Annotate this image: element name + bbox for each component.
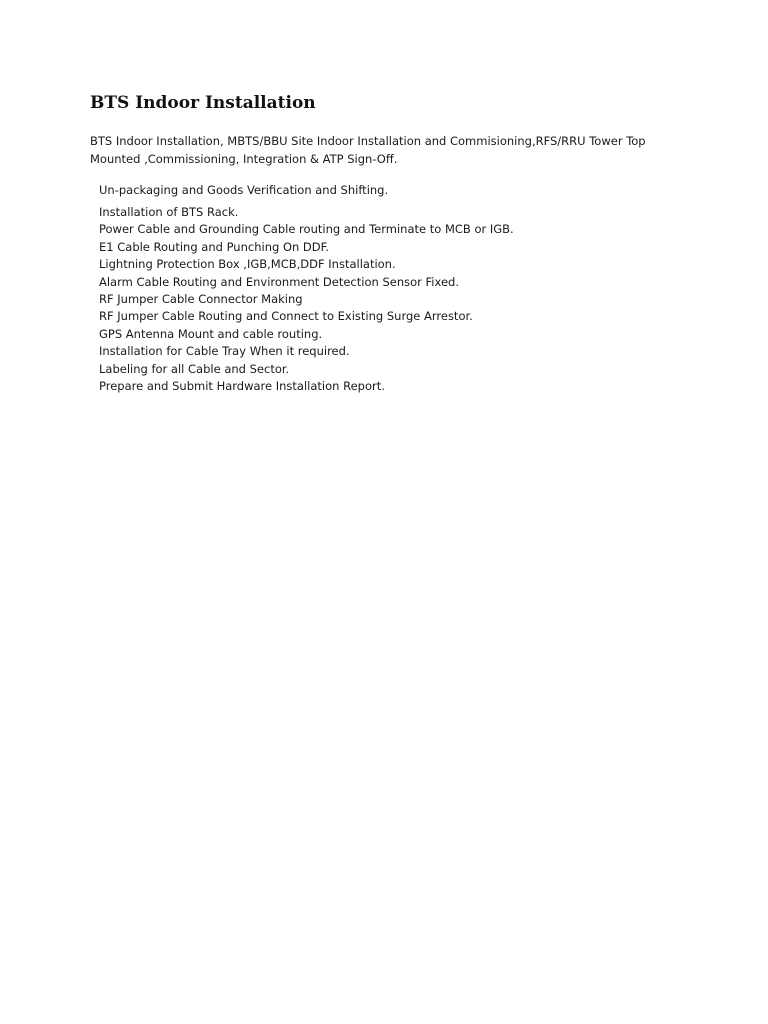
task-item: Lightning Protection Box ,IGB,MCB,DDF Installation.	[99, 257, 396, 272]
task-item-unpackaging: Un-packaging and Goods Verification and Shifting.	[99, 183, 389, 197]
page-title: BTS Indoor Installation	[90, 93, 316, 113]
intro-line: Mounted ,Commissioning, Integration & ATP Sign-Off.	[90, 151, 398, 166]
task-item: Installation of BTS Rack.	[99, 205, 239, 219]
task-item: Alarm Cable Routing and Environment Detection Sensor Fixed.	[99, 274, 459, 289]
intro-paragraph	[90, 133, 690, 168]
task-item: GPS Antenna Mount and cable routing.	[99, 326, 323, 341]
task-item: RF Jumper Cable Routing and Connect to Existing Surge Arrestor.	[99, 309, 473, 324]
task-item: Installation for Cable Tray When it required.	[99, 344, 350, 359]
task-item: RF Jumper Cable Connector Making	[99, 292, 303, 307]
task-item: Prepare and Submit Hardware Installation Report.	[99, 379, 385, 394]
task-item: Labeling for all Cable and Sector.	[99, 361, 290, 376]
intro-line: BTS Indoor Installation, MBTS/BBU Site Indoor Installation and Commisioning,RFS/RRU Tower Top	[90, 134, 646, 148]
task-item: E1 Cable Routing and Punching On DDF.	[99, 239, 330, 254]
task-item: Power Cable and Grounding Cable routing and Terminate to MCB or IGB.	[99, 222, 514, 237]
task-list	[99, 204, 514, 395]
